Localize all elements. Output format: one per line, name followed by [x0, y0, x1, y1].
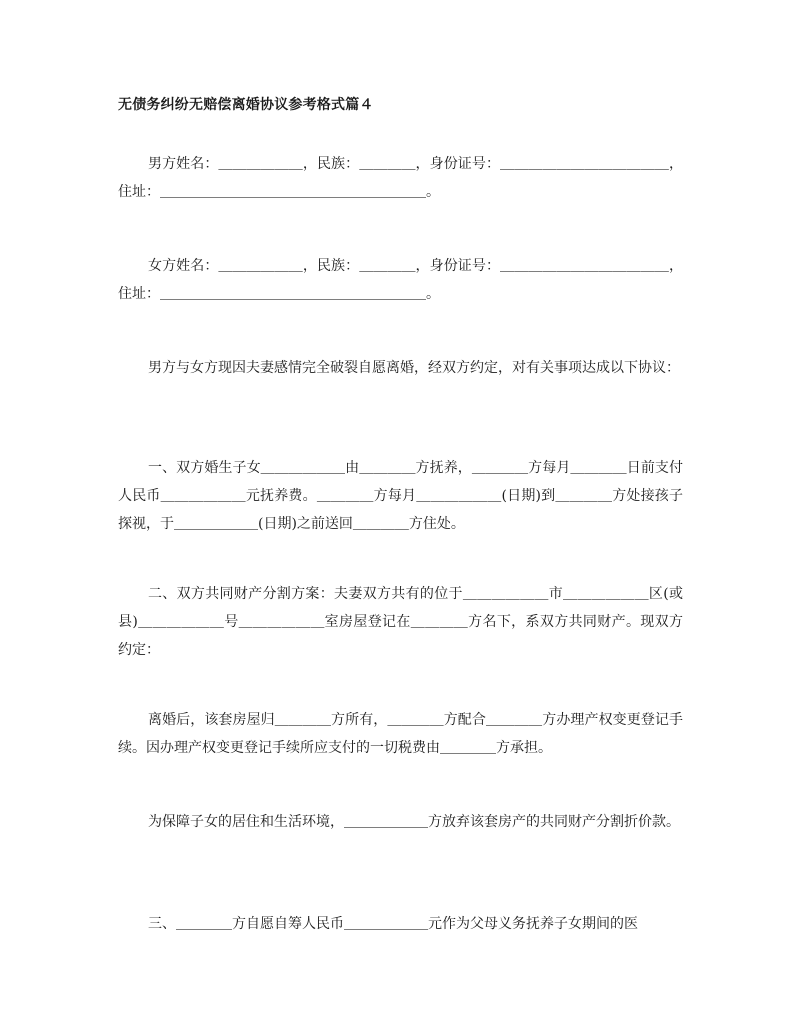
paragraph-clause-2-property: 二、双方共同财产分割方案：夫妻双方共有的位于＿＿＿＿＿＿市＿＿＿＿＿＿区(或县)＿＿＿＿＿＿号＿＿＿＿＿＿室房屋登记在＿＿＿＿方名下，系双方共同财产。现双方约定： [118, 586, 683, 658]
paragraph-preamble: 男方与女方现因夫妻感情完全破裂自愿离婚，经双方约定，对有关事项达成以下协议： [148, 360, 680, 376]
document-title: 无债务纠纷无赔偿离婚协议参考格式篇４ [118, 97, 374, 113]
paragraph-husband-info: 男方姓名：＿＿＿＿＿＿，民族：＿＿＿＿，身份证号：＿＿＿＿＿＿＿＿＿＿＿＿，住址：＿＿＿＿＿＿＿＿＿＿＿＿＿＿＿＿＿＿＿。 [118, 156, 683, 200]
paragraph-clause-1-custody: 一、双方婚生子女＿＿＿＿＿＿由＿＿＿＿方抚养，＿＿＿＿方每月＿＿＿＿日前支付人民币＿＿＿＿＿＿元抚养费。＿＿＿＿方每月＿＿＿＿＿＿(日期)到＿＿＿＿方处接孩子探视，于＿＿＿＿＿＿(日期)之前送回＿＿＿＿方住处。 [118, 460, 683, 532]
paragraph-house-ownership: 离婚后，该套房屋归＿＿＿＿方所有，＿＿＿＿方配合＿＿＿＿方办理产权变更登记手续。因办理产权变更登记手续所应支付的一切税费由＿＿＿＿方承担。 [118, 712, 683, 756]
paragraph-housing-waiver: 为保障子女的居住和生活环境，＿＿＿＿＿＿方放弃该套房产的共同财产分割折价款。 [148, 814, 680, 830]
paragraph-wife-info: 女方姓名：＿＿＿＿＿＿，民族：＿＿＿＿，身份证号：＿＿＿＿＿＿＿＿＿＿＿＿，住址：＿＿＿＿＿＿＿＿＿＿＿＿＿＿＿＿＿＿＿。 [118, 258, 683, 302]
paragraph-clause-3-expenses: 三、＿＿＿＿方自愿自筹人民币＿＿＿＿＿＿元作为父母义务抚养子女期间的医 [148, 916, 638, 932]
